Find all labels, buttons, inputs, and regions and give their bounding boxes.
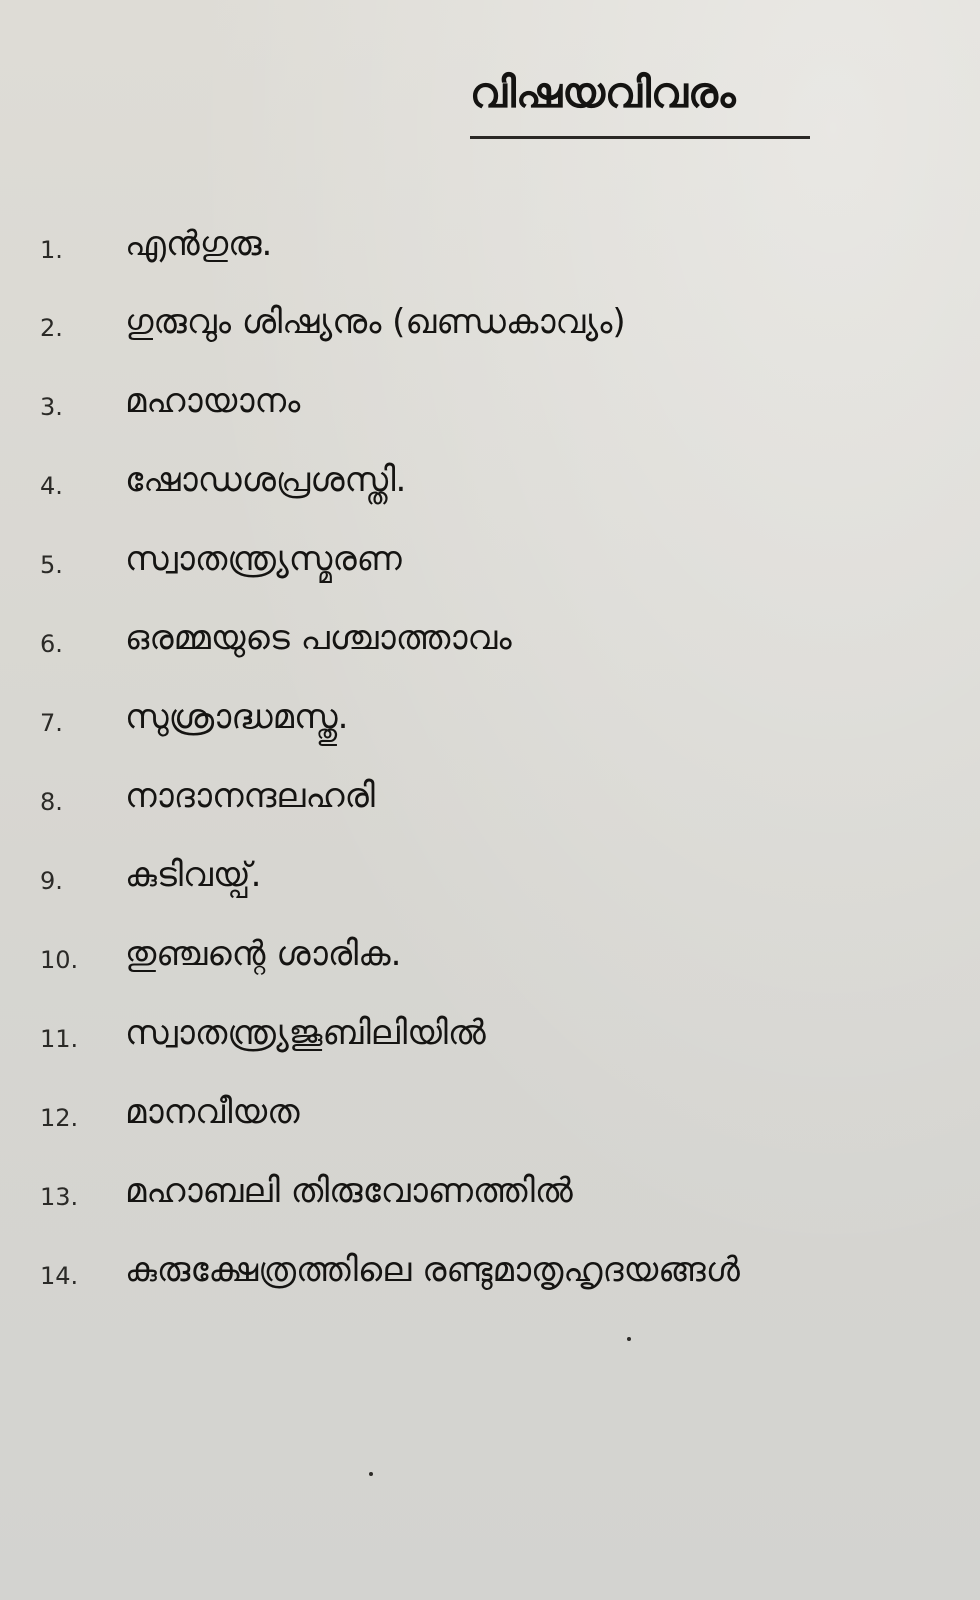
toc-item-title: ഒരമ്മയുടെ പശ്ചാത്താവം (125, 618, 512, 658)
toc-item-title: മഹാബലി തിരുവോണത്തിൽ (125, 1171, 573, 1211)
title-underline (470, 136, 810, 139)
toc-item-title: മഹായാനം (125, 381, 301, 421)
toc-item-number: 10. (40, 946, 79, 974)
toc-item (40, 539, 940, 589)
toc-item (40, 697, 940, 747)
toc-item-number: 9. (40, 867, 63, 895)
toc-item (40, 1013, 940, 1063)
toc-item-number: 14. (40, 1262, 79, 1290)
ink-speck (369, 1472, 373, 1476)
toc-item (40, 381, 940, 431)
toc-item (40, 1171, 940, 1221)
toc-item-title: എൻഗുരു. (125, 224, 273, 264)
toc-item-title: കുടിവയ്പ്. (125, 855, 262, 895)
toc-item (40, 1092, 940, 1142)
toc-item-number: 1. (40, 236, 63, 264)
toc-item-number: 6. (40, 630, 63, 658)
toc-item (40, 224, 940, 274)
toc-item (40, 460, 940, 510)
toc-item-title: സ്വാതന്ത്ര്യജൂബിലിയിൽ (125, 1013, 486, 1053)
toc-item-title: തുഞ്ചന്റെ ശാരിക. (125, 934, 402, 974)
toc-item (40, 855, 940, 905)
toc-item-number: 8. (40, 788, 63, 816)
toc-item-title: സ്വാതന്ത്ര്യസ്മരണ (125, 539, 402, 579)
toc-item-number: 7. (40, 709, 63, 737)
ink-speck (627, 1337, 631, 1341)
toc-item (40, 618, 940, 668)
toc-item (40, 1250, 940, 1300)
toc-item-number: 11. (40, 1025, 79, 1053)
toc-item-number: 13. (40, 1183, 79, 1211)
toc-item-number: 4. (40, 472, 63, 500)
toc-item-number: 5. (40, 551, 63, 579)
toc-item (40, 776, 940, 826)
toc-item (40, 302, 940, 352)
toc-item-number: 3. (40, 393, 63, 421)
toc-item-title: ഗുരുവും ശിഷ്യനും (ഖണ്ഡകാവ്യം) (125, 302, 626, 342)
toc-item-title: മാനവീയത (125, 1092, 300, 1132)
toc-item (40, 934, 940, 984)
toc-item-number: 2. (40, 314, 63, 342)
page-title: വിഷയവിവരം (470, 68, 736, 117)
toc-item-title: നാദാനന്ദലഹരി (125, 776, 375, 816)
toc-item-title: ഷോഡശപ്രശസ്തി. (125, 460, 407, 500)
toc-item-title: സുശ്രാദ്ധമസ്തു. (125, 697, 349, 737)
toc-item-number: 12. (40, 1104, 79, 1132)
toc-item-title: കുരുക്ഷേത്രത്തിലെ രണ്ടുമാതൃഹൃദയങ്ങൾ (125, 1250, 740, 1290)
